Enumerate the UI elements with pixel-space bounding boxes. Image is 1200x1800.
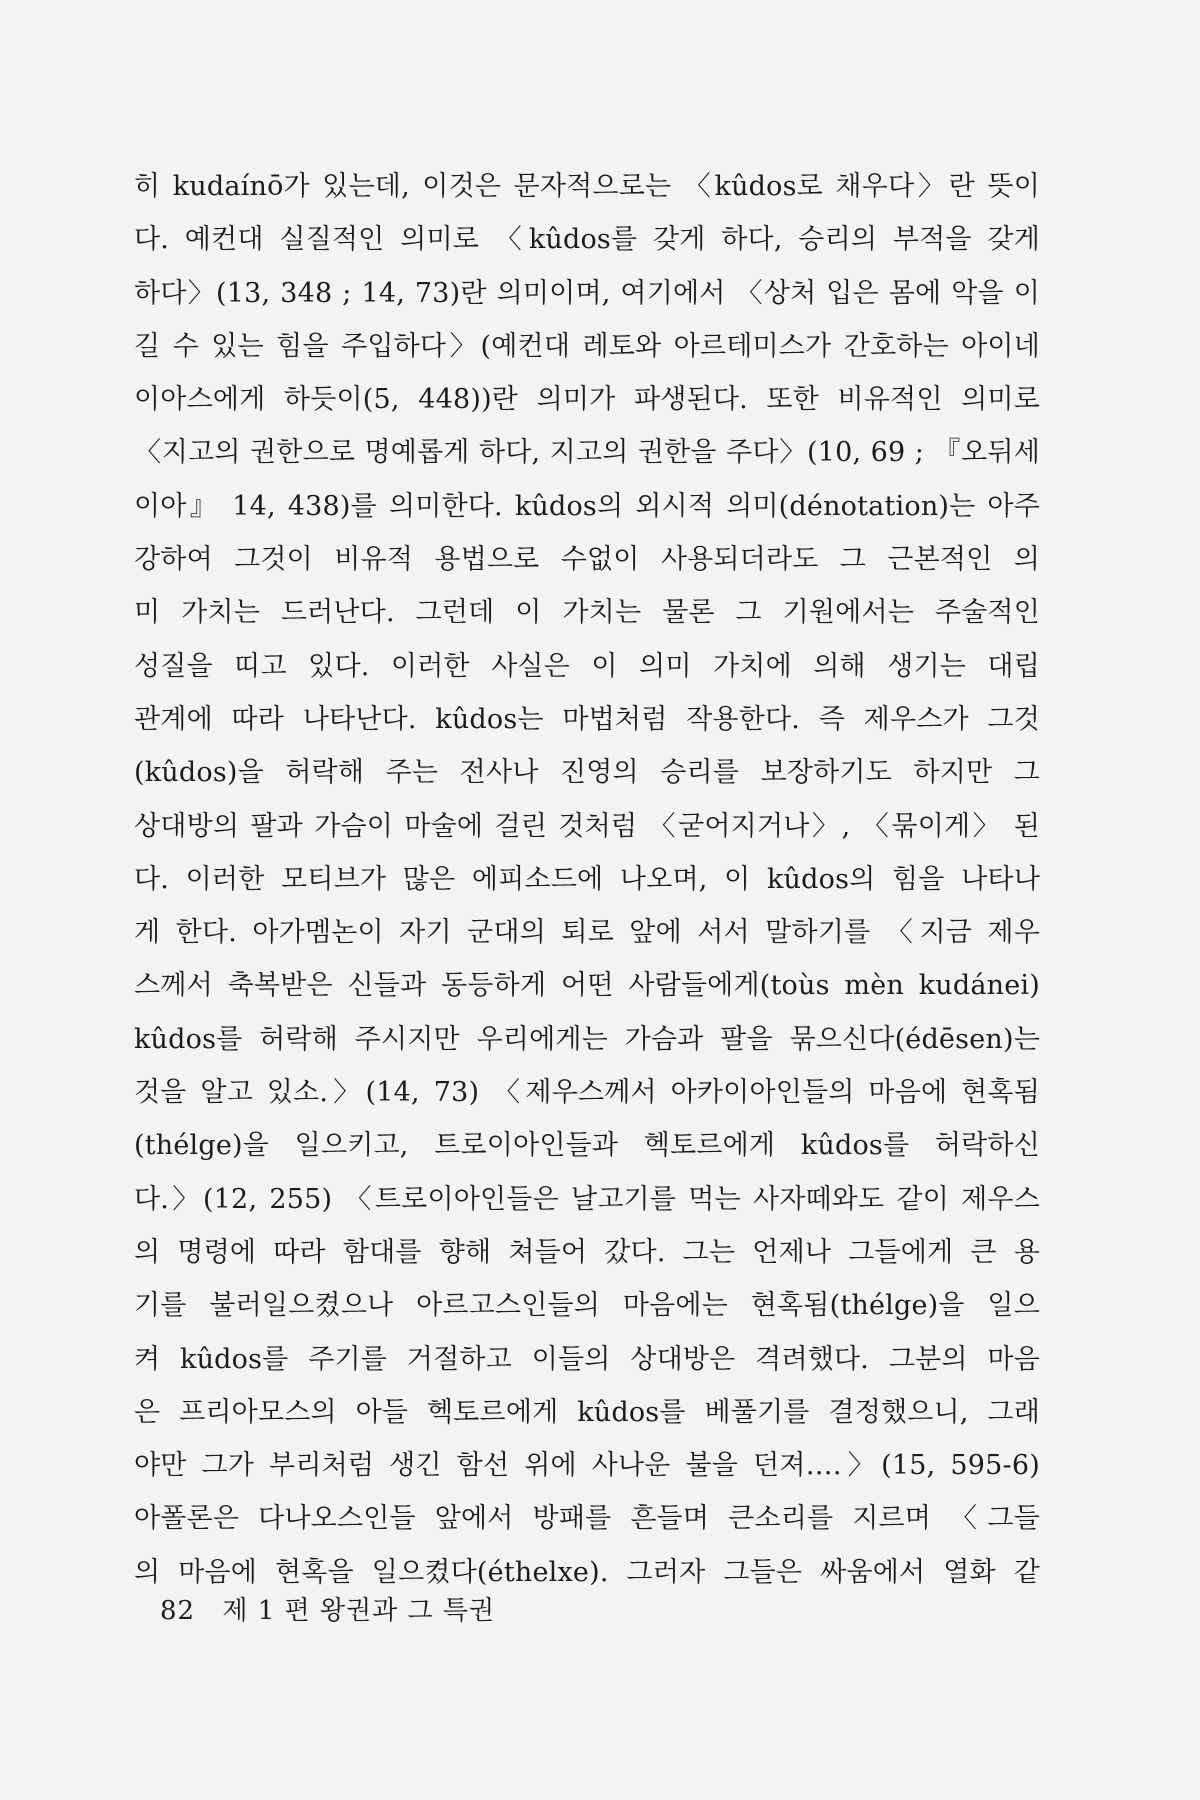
page-footer: [160, 1590, 495, 1627]
text-line: 스께서 축복받은 신들과 동등하게 어떤 사람들에게(toùs mèn kudánei): [134, 970, 1040, 1002]
text-line: (kûdos)을 허락해 주는 전사나 진영의 승리를 보장하기도 하지만 그: [134, 757, 1040, 789]
text-line: 다. 이러한 모티브가 많은 에피소드에 나오며, 이 kûdos의 힘을 나타나: [134, 863, 1040, 895]
text-line: 의 마음에 현혹을 일으켰다(éthelxe). 그러자 그들은 싸움에서 열화 같: [134, 1556, 1040, 1588]
text-line: 강하여 그것이 비유적 용법으로 수없이 사용되더라도 그 근본적인 의: [134, 544, 1040, 576]
text-line: 미 가치는 드러난다. 그런데 이 가치는 물론 그 기원에서는 주술적인: [134, 597, 1040, 629]
text-line: 이아스에게 하듯이(5, 448))란 의미가 파생된다. 또한 비유적인 의미로: [134, 384, 1040, 416]
text-line: 하다〉(13, 348 ; 14, 73)란 의미이며, 여기에서 〈상처 입은 몸에 악을 이: [134, 277, 1040, 309]
text-line: 〈지고의 권한으로 명예롭게 하다, 지고의 권한을 주다〉(10, 69 ; 『오뒤세: [134, 437, 1040, 469]
text-line: 상대방의 팔과 가슴이 마술에 걸린 것처럼 〈굳어지거나〉, 〈묶이게〉 된: [134, 810, 1040, 842]
running-head: 제 1 편 왕권과 그 특권: [222, 1596, 496, 1626]
text-line: 이아』 14, 438)를 의미한다. kûdos의 외시적 의미(dénotation)는 아주: [134, 490, 1040, 522]
text-line: 것을 알고 있소.〉(14, 73) 〈제우스께서 아카이아인들의 마음에 현혹됨: [134, 1077, 1040, 1109]
text-line: 기를 불러일으켰으나 아르고스인들의 마음에는 현혹됨(thélge)을 일으: [134, 1290, 1040, 1322]
text-line: 히 kudaínō가 있는데, 이것은 문자적으로는 〈kûdos로 채우다〉란 뜻이: [134, 171, 1040, 202]
text-line: 게 한다. 아가멤논이 자기 군대의 퇴로 앞에 서서 말하기를 〈지금 제우: [134, 917, 1040, 949]
text-line: 관계에 따라 나타난다. kûdos는 마법처럼 작용한다. 즉 제우스가 그것: [134, 703, 1040, 735]
text-line: 다. 예컨대 실질적인 의미로 〈kûdos를 갖게 하다, 승리의 부적을 갖게: [134, 224, 1040, 256]
body-text: [134, 160, 1040, 1599]
page-number: 82: [160, 1596, 196, 1626]
text-line: 의 명령에 따라 함대를 향해 쳐들어 갔다. 그는 언제나 그들에게 큰 용: [134, 1236, 1040, 1268]
text-line: kûdos를 허락해 주시지만 우리에게는 가슴과 팔을 묶으신다(édēsen)는: [134, 1023, 1040, 1055]
text-line: 성질을 띠고 있다. 이러한 사실은 이 의미 가치에 의해 생기는 대립: [134, 650, 1040, 682]
text-line: 다.〉(12, 255) 〈트로이아인들은 날고기를 먹는 사자떼와도 같이 제우스: [134, 1183, 1040, 1215]
text-line: 은 프리아모스의 아들 헥토르에게 kûdos를 베풀기를 결정했으니, 그래: [134, 1396, 1040, 1428]
text-line: (thélge)을 일으키고, 트로이아인들과 헥토르에게 kûdos를 허락하신: [134, 1130, 1040, 1162]
text-line: 켜 kûdos를 주기를 거절하고 이들의 상대방은 격려했다. 그분의 마음: [134, 1343, 1040, 1375]
text-line: 길 수 있는 힘을 주입하다〉(예컨대 레토와 아르테미스가 간호하는 아이네: [134, 330, 1040, 362]
text-line: 아폴론은 다나오스인들 앞에서 방패를 흔들며 큰소리를 지르며 〈그들: [134, 1503, 1040, 1535]
text-line: 야만 그가 부리처럼 생긴 함선 위에 사나운 불을 던져….〉(15, 595-6): [134, 1450, 1040, 1482]
